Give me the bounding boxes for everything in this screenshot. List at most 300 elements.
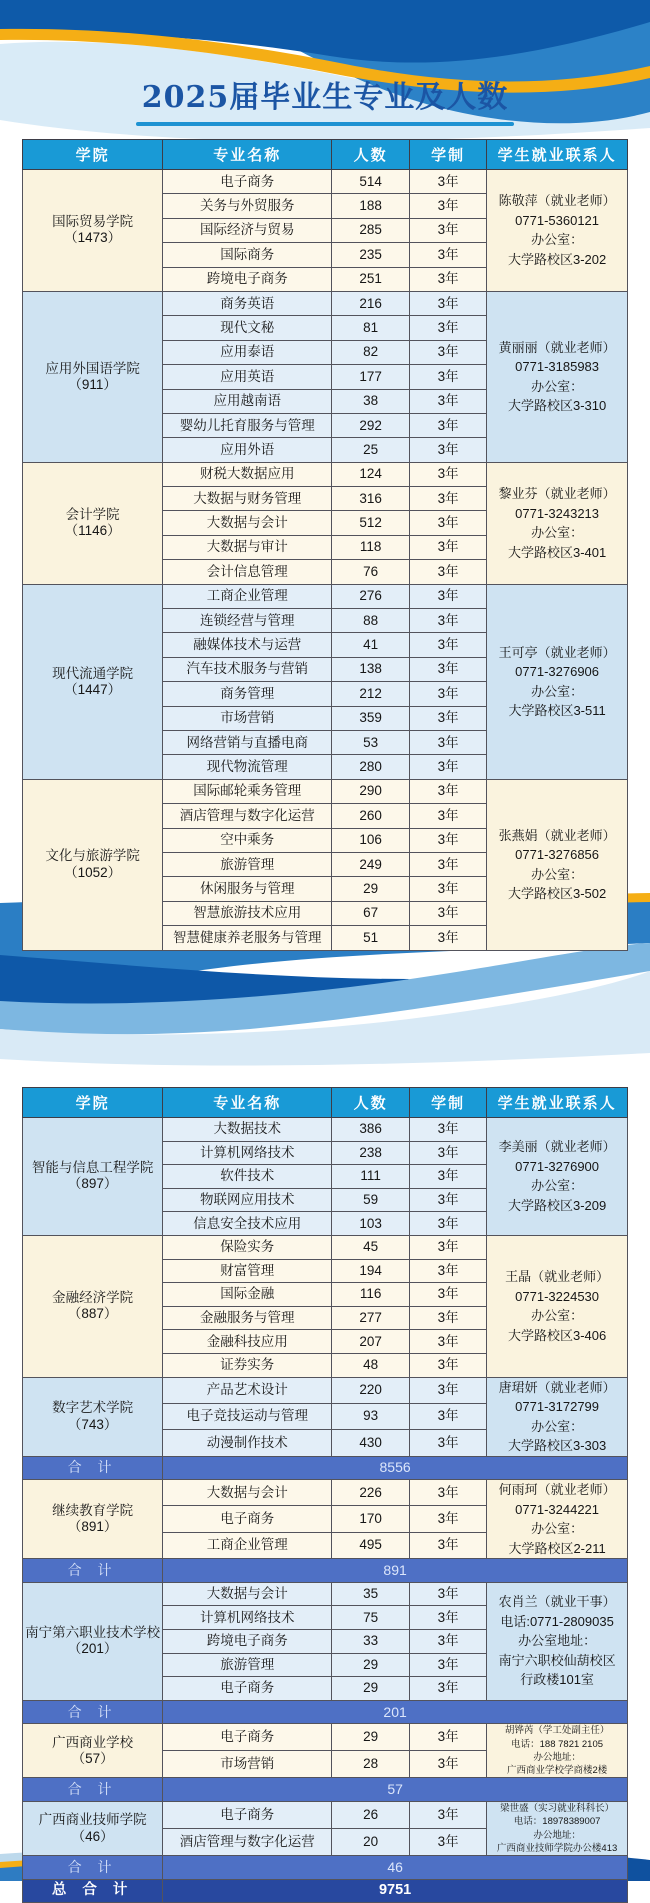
subtotal-row — [23, 1456, 628, 1480]
contact-line: 李美丽（就业老师） — [498, 1139, 616, 1155]
student-count-cell: 194 — [332, 1259, 410, 1283]
major-name-cell: 关务与外贸服务 — [163, 194, 332, 218]
student-count-cell: 316 — [332, 487, 410, 511]
college-count-code: （1146） — [64, 523, 121, 539]
duration-cell: 3年 — [410, 1829, 487, 1856]
student-count-cell: 33 — [332, 1629, 410, 1653]
contact-line: 办公室： — [531, 232, 584, 248]
student-count-cell: 75 — [332, 1606, 410, 1630]
student-count-cell: 386 — [332, 1118, 410, 1142]
student-count-cell: 48 — [332, 1353, 410, 1377]
student-count-cell: 495 — [332, 1532, 410, 1558]
column-header: 人数 — [332, 1088, 410, 1118]
duration-cell: 3年 — [410, 1377, 487, 1403]
student-count-cell: 514 — [332, 170, 410, 194]
student-count-cell: 93 — [332, 1403, 410, 1429]
duration-cell: 3年 — [410, 1259, 487, 1283]
student-count-cell: 82 — [332, 340, 410, 364]
subtotal-row — [23, 1778, 628, 1802]
major-name-cell: 计算机网络技术 — [163, 1606, 332, 1630]
college-name: 数字艺术学院 — [52, 1400, 134, 1416]
college-cell — [23, 1480, 163, 1559]
duration-cell: 3年 — [410, 1606, 487, 1630]
header-row — [23, 1088, 628, 1118]
contact-line: 办公地址： — [533, 1751, 581, 1763]
major-name-cell: 应用泰语 — [163, 340, 332, 364]
contact-line: 广西商业学校学商楼2楼 — [506, 1765, 608, 1777]
college-name: 广西商业技师学院 — [38, 1812, 147, 1828]
contact-cell — [487, 1480, 628, 1559]
duration-cell: 3年 — [410, 194, 487, 218]
contact-line: 办公室地址： — [518, 1633, 597, 1649]
contact-cell — [487, 779, 628, 950]
contact-line: 大学路校区3-303 — [507, 1438, 607, 1454]
student-count-cell: 51 — [332, 926, 410, 950]
student-count-cell: 124 — [332, 462, 410, 486]
student-count-cell: 207 — [332, 1330, 410, 1354]
major-name-cell: 财税大数据应用 — [163, 462, 332, 486]
major-name-cell: 财富管理 — [163, 1259, 332, 1283]
column-header: 学制 — [410, 140, 487, 170]
duration-cell: 3年 — [410, 218, 487, 242]
contact-line: 大学路校区3-202 — [507, 251, 607, 267]
major-name-cell: 会计信息管理 — [163, 560, 332, 584]
duration-cell: 3年 — [410, 170, 487, 194]
contact-line: 王可亭（就业老师） — [498, 644, 616, 660]
duration-cell: 3年 — [410, 340, 487, 364]
major-name-cell: 婴幼儿托育服务与管理 — [163, 413, 332, 437]
duration-cell: 3年 — [410, 1188, 487, 1212]
major-name-cell: 软件技术 — [163, 1165, 332, 1189]
college-name: 金融经济学院 — [52, 1290, 134, 1306]
major-name-cell: 国际金融 — [163, 1283, 332, 1307]
student-count-cell: 226 — [332, 1480, 410, 1506]
major-name-cell: 产品艺术设计 — [163, 1377, 332, 1403]
student-count-cell: 216 — [332, 291, 410, 315]
total-value-cell: 46 — [163, 1856, 628, 1880]
college-cell — [23, 779, 163, 950]
student-count-cell: 238 — [332, 1141, 410, 1165]
column-header: 专业名称 — [163, 140, 332, 170]
duration-cell: 3年 — [410, 1141, 487, 1165]
college-count-code: （743） — [67, 1416, 118, 1432]
college-name: 现代流通学院 — [52, 665, 134, 681]
student-count-cell: 212 — [332, 682, 410, 706]
contact-line: 唐珺妍（就业老师） — [498, 1379, 616, 1395]
major-name-cell: 跨境电子商务 — [163, 267, 332, 291]
student-count-cell: 28 — [332, 1751, 410, 1778]
contact-line: 王晶（就业老师） — [505, 1269, 610, 1285]
header-row — [23, 140, 628, 170]
major-name-cell: 市场营销 — [163, 706, 332, 730]
major-name-cell: 工商企业管理 — [163, 1532, 332, 1558]
major-name-cell: 现代文秘 — [163, 316, 332, 340]
duration-cell: 3年 — [410, 682, 487, 706]
major-name-cell: 旅游管理 — [163, 852, 332, 876]
student-count-cell: 81 — [332, 316, 410, 340]
student-count-cell: 29 — [332, 1677, 410, 1701]
duration-cell: 3年 — [410, 535, 487, 559]
total-label-cell: 合 计 — [23, 1778, 163, 1802]
contact-line: 办公地址： — [533, 1829, 581, 1841]
grand-row — [23, 1879, 628, 1903]
college-count-code: （1052） — [64, 864, 122, 880]
contact-line: 办公室： — [531, 1178, 584, 1194]
contact-line: 0771-3276906 — [515, 664, 600, 680]
major-name-cell: 金融科技应用 — [163, 1330, 332, 1354]
student-count-cell: 88 — [332, 609, 410, 633]
duration-cell: 3年 — [410, 706, 487, 730]
poster-header — [0, 72, 650, 126]
major-row — [23, 1802, 628, 1829]
student-count-cell: 188 — [332, 194, 410, 218]
college-count-code: （1447） — [64, 681, 122, 697]
contact-line: 大学路校区2-211 — [508, 1540, 606, 1556]
major-name-cell: 跨境电子商务 — [163, 1629, 332, 1653]
contact-line: 电话：18978389007 — [513, 1816, 601, 1828]
duration-cell: 3年 — [410, 365, 487, 389]
major-name-cell: 休闲服务与管理 — [163, 877, 332, 901]
college-name: 国际贸易学院 — [52, 214, 134, 230]
student-count-cell: 220 — [332, 1377, 410, 1403]
major-row — [23, 1582, 628, 1606]
total-label-cell: 合 计 — [23, 1856, 163, 1880]
college-cell — [23, 1377, 163, 1456]
student-count-cell: 277 — [332, 1306, 410, 1330]
duration-cell: 3年 — [410, 901, 487, 925]
student-count-cell: 276 — [332, 584, 410, 608]
contact-line: 0771-3276856 — [515, 847, 600, 863]
student-count-cell: 138 — [332, 657, 410, 681]
student-count-cell: 106 — [332, 828, 410, 852]
majors-table-1 — [22, 139, 628, 951]
contact-line: 0771-5360121 — [515, 212, 600, 228]
contact-cell — [487, 1802, 628, 1856]
student-count-cell: 251 — [332, 267, 410, 291]
major-name-cell: 工商企业管理 — [163, 584, 332, 608]
contact-line: 0771-3172799 — [515, 1399, 600, 1415]
student-count-cell: 25 — [332, 438, 410, 462]
major-name-cell: 金融服务与管理 — [163, 1306, 332, 1330]
contact-line: 大学路校区3-401 — [507, 544, 607, 560]
contact-line: 张燕娟（就业老师） — [498, 827, 616, 843]
major-row — [23, 584, 628, 608]
contact-line: 0771-3244221 — [515, 1501, 600, 1517]
duration-cell: 3年 — [410, 755, 487, 779]
student-count-cell: 67 — [332, 901, 410, 925]
student-count-cell: 512 — [332, 511, 410, 535]
major-row — [23, 1724, 628, 1751]
contact-line: 0771-3224530 — [515, 1288, 600, 1304]
student-count-cell: 359 — [332, 706, 410, 730]
duration-cell: 3年 — [410, 1802, 487, 1829]
contact-line: 行政楼101室 — [520, 1672, 594, 1688]
student-count-cell: 235 — [332, 243, 410, 267]
college-count-code: （201） — [67, 1641, 118, 1657]
major-name-cell: 电子商务 — [163, 1506, 332, 1532]
majors-table — [22, 139, 628, 951]
duration-cell: 3年 — [410, 1306, 487, 1330]
total-label-cell: 合 计 — [23, 1559, 163, 1583]
major-row — [23, 779, 628, 803]
major-name-cell: 旅游管理 — [163, 1653, 332, 1677]
contact-cell — [487, 170, 628, 292]
duration-cell: 3年 — [410, 1235, 487, 1259]
column-header: 专业名称 — [163, 1088, 332, 1118]
student-count-cell: 38 — [332, 389, 410, 413]
contact-cell — [487, 1582, 628, 1700]
total-value-cell: 891 — [163, 1559, 628, 1583]
contact-line: 0771-3243213 — [515, 505, 600, 521]
duration-cell: 3年 — [410, 1330, 487, 1354]
student-count-cell: 76 — [332, 560, 410, 584]
major-row — [23, 462, 628, 486]
college-cell — [23, 170, 163, 292]
contact-line: 办公室： — [531, 1308, 584, 1324]
duration-cell: 3年 — [410, 1212, 487, 1236]
major-name-cell: 应用外语 — [163, 438, 332, 462]
contact-line: 办公室： — [531, 378, 584, 394]
college-count-code: （911） — [68, 376, 117, 392]
contact-cell — [487, 584, 628, 779]
column-header: 人数 — [332, 140, 410, 170]
contact-line: 大学路校区3-310 — [507, 398, 607, 414]
college-count-code: （1473） — [64, 230, 122, 246]
major-name-cell: 酒店管理与数字化运营 — [163, 1829, 332, 1856]
major-name-cell: 空中乘务 — [163, 828, 332, 852]
duration-cell: 3年 — [410, 584, 487, 608]
contact-cell — [487, 291, 628, 462]
duration-cell: 3年 — [410, 1283, 487, 1307]
major-name-cell: 国际商务 — [163, 243, 332, 267]
student-count-cell: 41 — [332, 633, 410, 657]
student-count-cell: 170 — [332, 1506, 410, 1532]
contact-line: 大学路校区3-502 — [507, 886, 607, 902]
contact-line: 黄丽丽（就业老师） — [498, 339, 616, 355]
duration-cell: 3年 — [410, 609, 487, 633]
subtotal-row — [23, 1700, 628, 1724]
contact-cell — [487, 1724, 628, 1778]
college-name: 南宁第六职业技术学校 — [25, 1625, 161, 1641]
college-name: 广西商业学校 — [52, 1734, 134, 1750]
duration-cell: 3年 — [410, 560, 487, 584]
major-name-cell: 电子商务 — [163, 1677, 332, 1701]
student-count-cell: 285 — [332, 218, 410, 242]
duration-cell: 3年 — [410, 267, 487, 291]
total-value-cell: 201 — [163, 1700, 628, 1724]
duration-cell: 3年 — [410, 804, 487, 828]
contact-line: 黎业芬（就业老师） — [498, 486, 616, 502]
student-count-cell: 118 — [332, 535, 410, 559]
major-name-cell: 物联网应用技术 — [163, 1188, 332, 1212]
duration-cell: 3年 — [410, 730, 487, 754]
contact-cell — [487, 462, 628, 584]
majors-table-2 — [22, 1087, 628, 1903]
college-name: 文化与旅游学院 — [45, 848, 140, 864]
student-count-cell: 26 — [332, 1802, 410, 1829]
college-count-code: （46） — [71, 1828, 114, 1844]
duration-cell: 3年 — [410, 1724, 487, 1751]
college-count-code: （897） — [67, 1176, 118, 1192]
major-name-cell: 市场营销 — [163, 1751, 332, 1778]
duration-cell: 3年 — [410, 877, 487, 901]
major-name-cell: 大数据与审计 — [163, 535, 332, 559]
major-name-cell: 大数据与会计 — [163, 1480, 332, 1506]
college-cell — [23, 1118, 163, 1236]
contact-line: 陈敬萍（就业老师） — [498, 193, 616, 209]
major-name-cell: 大数据技术 — [163, 1118, 332, 1142]
contact-line: 大学路校区3-209 — [507, 1197, 607, 1213]
student-count-cell: 29 — [332, 877, 410, 901]
major-name-cell: 动漫制作技术 — [163, 1430, 332, 1456]
total-label-cell: 合 计 — [23, 1700, 163, 1724]
major-name-cell: 电子商务 — [163, 1724, 332, 1751]
contact-line: 办公室： — [531, 1418, 584, 1434]
contact-line: 办公室： — [531, 525, 584, 541]
contact-cell — [487, 1118, 628, 1236]
duration-cell: 3年 — [410, 1532, 487, 1558]
duration-cell: 3年 — [410, 1582, 487, 1606]
duration-cell: 3年 — [410, 316, 487, 340]
major-name-cell: 国际经济与贸易 — [163, 218, 332, 242]
contact-line: 办公室： — [531, 1521, 584, 1537]
college-name: 继续教育学院 — [52, 1502, 134, 1518]
duration-cell: 3年 — [410, 1430, 487, 1456]
student-count-cell: 280 — [332, 755, 410, 779]
duration-cell: 3年 — [410, 1353, 487, 1377]
duration-cell: 3年 — [410, 438, 487, 462]
major-name-cell: 融媒体技术与运营 — [163, 633, 332, 657]
college-cell — [23, 291, 163, 462]
major-row — [23, 1235, 628, 1259]
duration-cell: 3年 — [410, 633, 487, 657]
duration-cell: 3年 — [410, 1751, 487, 1778]
contact-line: 办公室： — [531, 866, 584, 882]
duration-cell: 3年 — [410, 1403, 487, 1429]
major-name-cell: 电子商务 — [163, 170, 332, 194]
major-name-cell: 商务管理 — [163, 682, 332, 706]
student-count-cell: 260 — [332, 804, 410, 828]
major-name-cell: 保险实务 — [163, 1235, 332, 1259]
college-count-code: （57） — [71, 1750, 114, 1766]
contact-line: 大学路校区3-511 — [508, 703, 606, 719]
student-count-cell: 290 — [332, 779, 410, 803]
duration-cell: 3年 — [410, 1629, 487, 1653]
duration-cell: 3年 — [410, 389, 487, 413]
subtotal-row — [23, 1856, 628, 1880]
column-header: 学生就业联系人 — [487, 1088, 628, 1118]
duration-cell: 3年 — [410, 779, 487, 803]
duration-cell: 3年 — [410, 1118, 487, 1142]
column-header: 学生就业联系人 — [487, 140, 628, 170]
student-count-cell: 292 — [332, 413, 410, 437]
student-count-cell: 103 — [332, 1212, 410, 1236]
college-cell — [23, 462, 163, 584]
duration-cell: 3年 — [410, 828, 487, 852]
major-row — [23, 1118, 628, 1142]
major-name-cell: 汽车技术服务与营销 — [163, 657, 332, 681]
majors-table — [22, 1087, 628, 1903]
college-name: 智能与信息工程学院 — [31, 1160, 154, 1176]
college-count-code: （891） — [67, 1519, 118, 1535]
student-count-cell: 249 — [332, 852, 410, 876]
contact-line: 电话：188 7821 2105 — [511, 1738, 604, 1750]
duration-cell: 3年 — [410, 243, 487, 267]
major-row — [23, 1480, 628, 1506]
major-row — [23, 291, 628, 315]
college-cell — [23, 1724, 163, 1778]
major-name-cell: 大数据与会计 — [163, 1582, 332, 1606]
contact-line: 梁世盛（实习就业科科长） — [500, 1803, 615, 1815]
duration-cell: 3年 — [410, 1677, 487, 1701]
student-count-cell: 20 — [332, 1829, 410, 1856]
student-count-cell: 35 — [332, 1582, 410, 1606]
duration-cell: 3年 — [410, 1653, 487, 1677]
contact-line: 何雨珂（就业老师） — [498, 1482, 616, 1498]
major-name-cell: 大数据与财务管理 — [163, 487, 332, 511]
college-cell — [23, 1582, 163, 1700]
college-name: 会计学院 — [65, 506, 120, 522]
major-name-cell: 证券实务 — [163, 1353, 332, 1377]
major-name-cell: 计算机网络技术 — [163, 1141, 332, 1165]
major-name-cell: 应用英语 — [163, 365, 332, 389]
duration-cell: 3年 — [410, 511, 487, 535]
contact-line: 胡铧芮（学工处副主任） — [504, 1725, 610, 1737]
major-name-cell: 国际邮轮乘务管理 — [163, 779, 332, 803]
contact-line: 大学路校区3-406 — [507, 1327, 607, 1343]
college-count-code: （887） — [67, 1306, 118, 1322]
duration-cell: 3年 — [410, 926, 487, 950]
student-count-cell: 29 — [332, 1653, 410, 1677]
student-count-cell: 116 — [332, 1283, 410, 1307]
contact-line: 农肖兰（就业干事） — [498, 1594, 616, 1610]
title-underline — [136, 122, 514, 126]
major-name-cell: 酒店管理与数字化运营 — [163, 804, 332, 828]
duration-cell: 3年 — [410, 1480, 487, 1506]
major-name-cell: 智慧旅游技术应用 — [163, 901, 332, 925]
major-row — [23, 1377, 628, 1403]
major-name-cell: 电子竞技运动与管理 — [163, 1403, 332, 1429]
major-name-cell: 网络营销与直播电商 — [163, 730, 332, 754]
major-name-cell: 应用越南语 — [163, 389, 332, 413]
duration-cell: 3年 — [410, 657, 487, 681]
page-title: 2025届毕业生专业及人数 — [141, 80, 509, 115]
major-name-cell: 电子商务 — [163, 1802, 332, 1829]
college-cell — [23, 1802, 163, 1856]
column-header: 学院 — [23, 1088, 163, 1118]
college-cell — [23, 1235, 163, 1377]
major-name-cell: 大数据与会计 — [163, 511, 332, 535]
total-value-cell: 8556 — [163, 1456, 628, 1480]
contact-cell — [487, 1235, 628, 1377]
duration-cell: 3年 — [410, 1506, 487, 1532]
major-row — [23, 170, 628, 194]
student-count-cell: 53 — [332, 730, 410, 754]
subtotal-row — [23, 1559, 628, 1583]
column-header: 学制 — [410, 1088, 487, 1118]
column-header: 学院 — [23, 140, 163, 170]
college-cell — [23, 584, 163, 779]
contact-line: 电话:0771-2809035 — [500, 1613, 614, 1629]
major-name-cell: 智慧健康养老服务与管理 — [163, 926, 332, 950]
student-count-cell: 177 — [332, 365, 410, 389]
contact-line: 广西商业技师学院办公楼413 — [496, 1842, 618, 1854]
student-count-cell: 59 — [332, 1188, 410, 1212]
major-name-cell: 现代物流管理 — [163, 755, 332, 779]
college-name: 应用外国语学院 — [45, 360, 140, 376]
major-name-cell: 商务英语 — [163, 291, 332, 315]
contact-line: 办公室： — [531, 683, 584, 699]
